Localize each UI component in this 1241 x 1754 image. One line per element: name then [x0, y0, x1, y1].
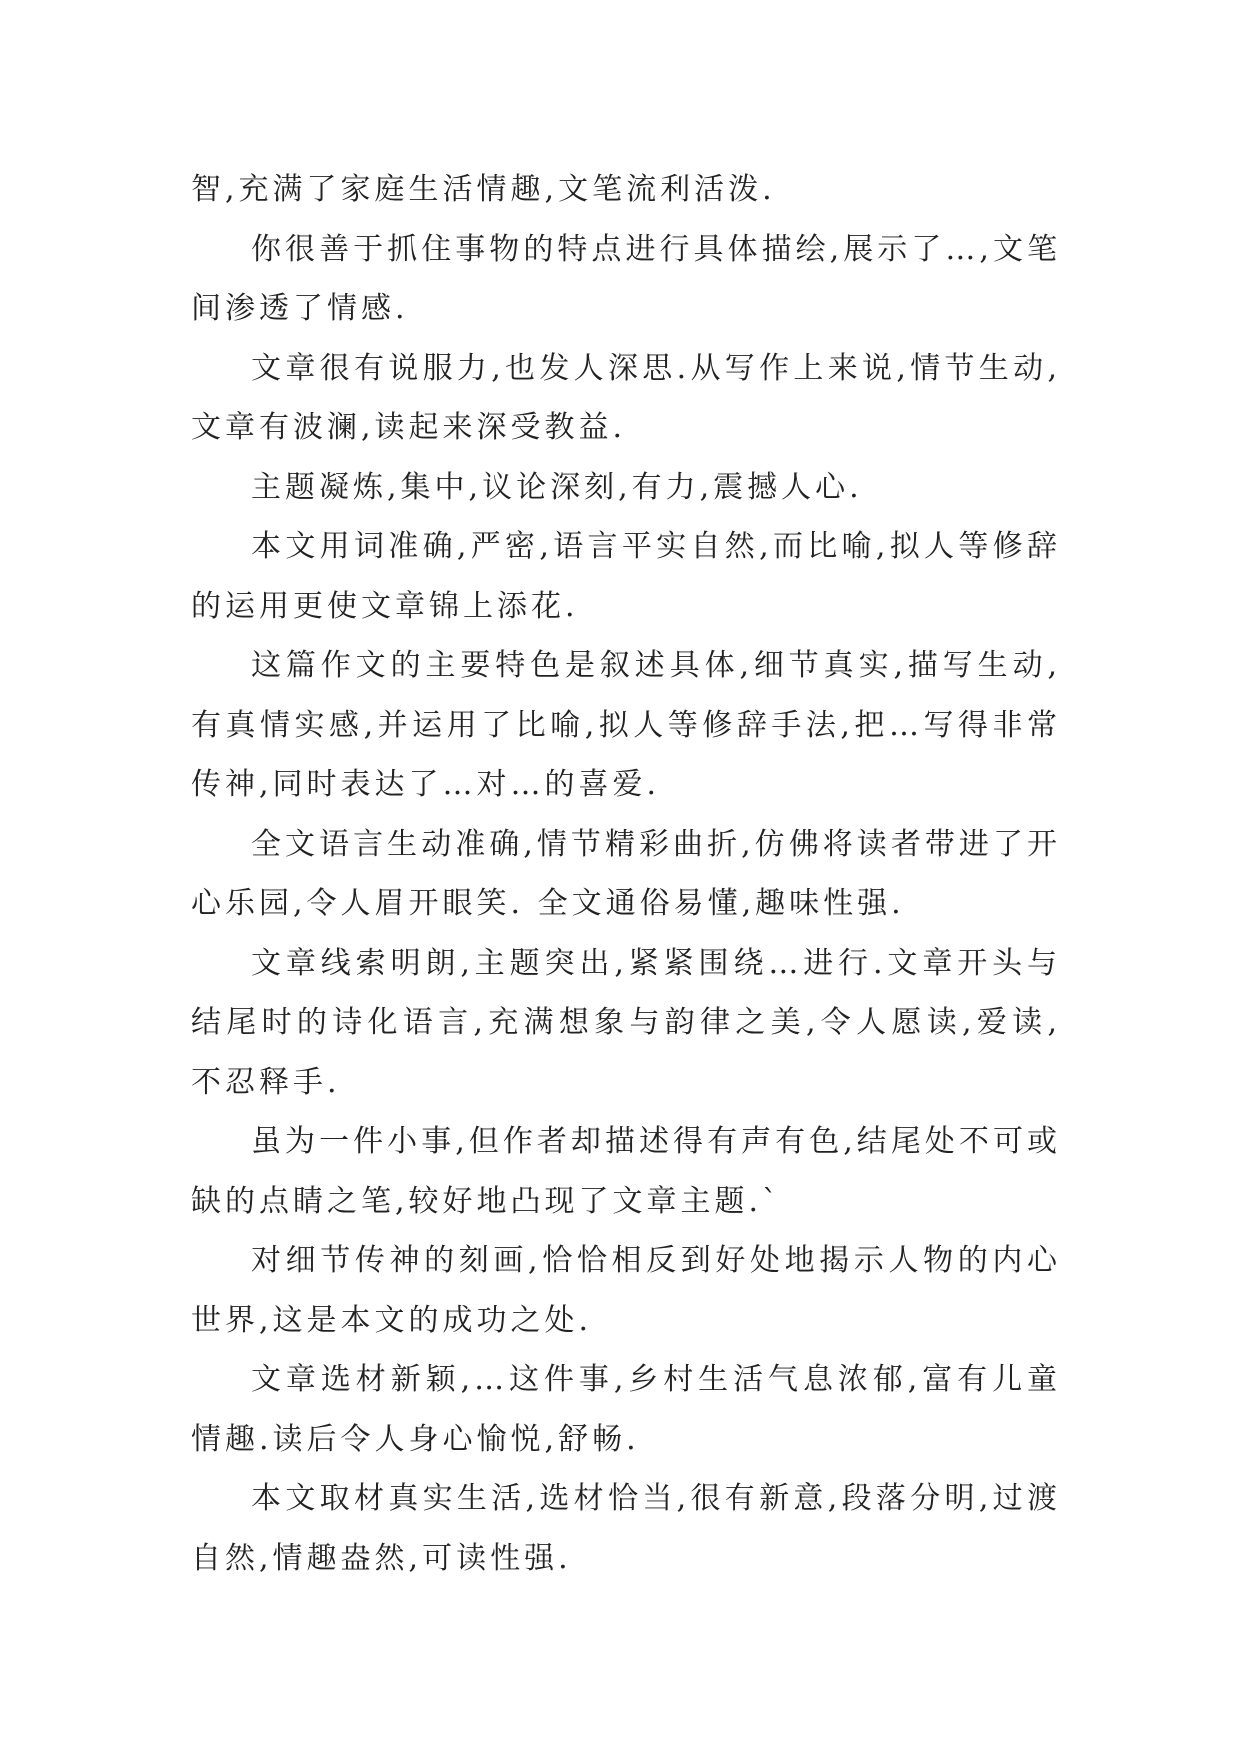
paragraph-11: 文章选材新颖,…这件事,乡村生活气息浓郁,富有儿童情趣.读后令人身心愉悦,舒畅. [191, 1362, 1061, 1457]
paragraph-9: 虽为一件小事,但作者却描述得有声有色,结尾处不可或缺的点睛之笔,较好地凸现了文章主题.` [191, 1124, 1061, 1219]
paragraph-12: 本文取材真实生活,选材恰当,很有新意,段落分明,过渡自然,情趣盎然,可读性强. [191, 1481, 1061, 1576]
paragraph-4: 主题凝炼,集中,议论深刻,有力,震撼人心. [251, 469, 863, 505]
paragraph-8: 文章线索明朗,主题突出,紧紧围绕…进行.文章开头与结尾时的诗化语言,充满想象与韵律之美,令人愿读,爱读,不忍释手. [191, 945, 1061, 1100]
paragraph-1: 智,充满了家庭生活情趣,文笔流利活泼. [191, 172, 776, 207]
paragraph-7: 全文语言生动准确,情节精彩曲折,仿佛将读者带进了开心乐园,令人眉开眼笑. 全文通俗易懂,趣味性强. [191, 826, 1061, 921]
paragraph-10: 对细节传神的刻画,恰恰相反到好处地揭示人物的内心世界,这是本文的成功之处. [191, 1243, 1061, 1338]
paragraph-6: 这篇作文的主要特色是叙述具体,细节真实,描写生动,有真情实感,并运用了比喻,拟人等修辞手法,把…写得非常传神,同时表达了…对…的喜爱. [191, 648, 1061, 802]
paragraph-2: 你很善于抓住事物的特点进行具体描绘,展示了…,文笔间渗透了情感. [191, 231, 1061, 326]
paragraph-3: 文章很有说服力,也发人深思.从写作上来说,情节生动,文章有波澜,读起来深受教益. [191, 350, 1061, 445]
document-body [191, 160, 1061, 1588]
paragraph-5: 本文用词准确,严密,语言平实自然,而比喻,拟人等修辞的运用更使文章锦上添花. [191, 529, 1061, 624]
